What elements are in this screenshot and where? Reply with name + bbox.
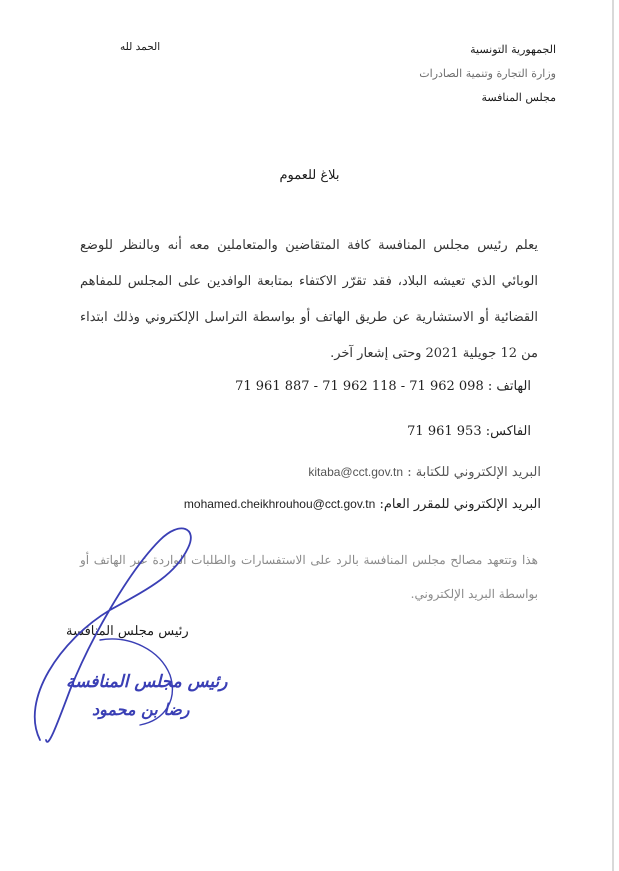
letterhead xyxy=(326,38,556,110)
fax-number: 71 961 953 xyxy=(407,424,482,439)
reporter-email-line xyxy=(184,497,541,512)
council-name: مجلس المنافسة xyxy=(481,91,556,104)
phone-label: الهاتف : xyxy=(487,379,531,394)
invocation: الحمد لله xyxy=(120,41,161,53)
reporter-email-address[interactable]: mohamed.cheikhrouhou@cct.gov.tn xyxy=(183,497,376,511)
ministry-name: وزارة التجارة وتنمية الصادرات xyxy=(419,67,556,80)
phone-numbers: 71 961 887 - 71 962 118 - 71 962 098 xyxy=(235,379,484,394)
announcement-title: بلاغ للعموم xyxy=(279,168,340,183)
writing-email-address[interactable]: kitaba@cct.gov.tn xyxy=(308,465,404,479)
page-edge-divider xyxy=(612,0,614,871)
country-name: الجمهورية التونسية xyxy=(470,43,556,56)
fax-label: الفاكس: xyxy=(485,424,531,439)
phone-line xyxy=(235,379,531,394)
announcement-body: يعلم رئيس مجلس المنافسة كافة المتقاضين والمتعاملين معه أنه وبالنظر للوضع الوبائي الذي تعيشه البلاد، فقد تقرّر الاكتفاء بمتابعة الوافدين على المجلس للمفاهم القضائية أو الاستشارية عن طريق الهاتف أو بواسطة التراسل الإلكتروني وذلك ابتداء من 12 جويلية 2021 وحتى إشعار آخر. xyxy=(80,238,538,361)
writing-email-line xyxy=(308,465,541,480)
stamp-name: رضا بن محمود xyxy=(92,700,190,719)
stamp-title: رئيس مجلس المنافسة xyxy=(66,672,228,692)
fax-line xyxy=(407,424,531,439)
reporter-email-label: البريد الإلكتروني للمقرر العام: xyxy=(379,497,541,512)
writing-email-label: البريد الإلكتروني للكتابة : xyxy=(407,465,541,480)
signatory-title: رئيس مجلس المنافسة xyxy=(66,624,189,639)
closing-paragraph: هذا وتتعهد مصالح مجلس المنافسة بالرد على الاستفسارات والطلبات الواردة عبر الهاتف أو بواسطة البريد الإلكتروني. xyxy=(80,553,538,601)
